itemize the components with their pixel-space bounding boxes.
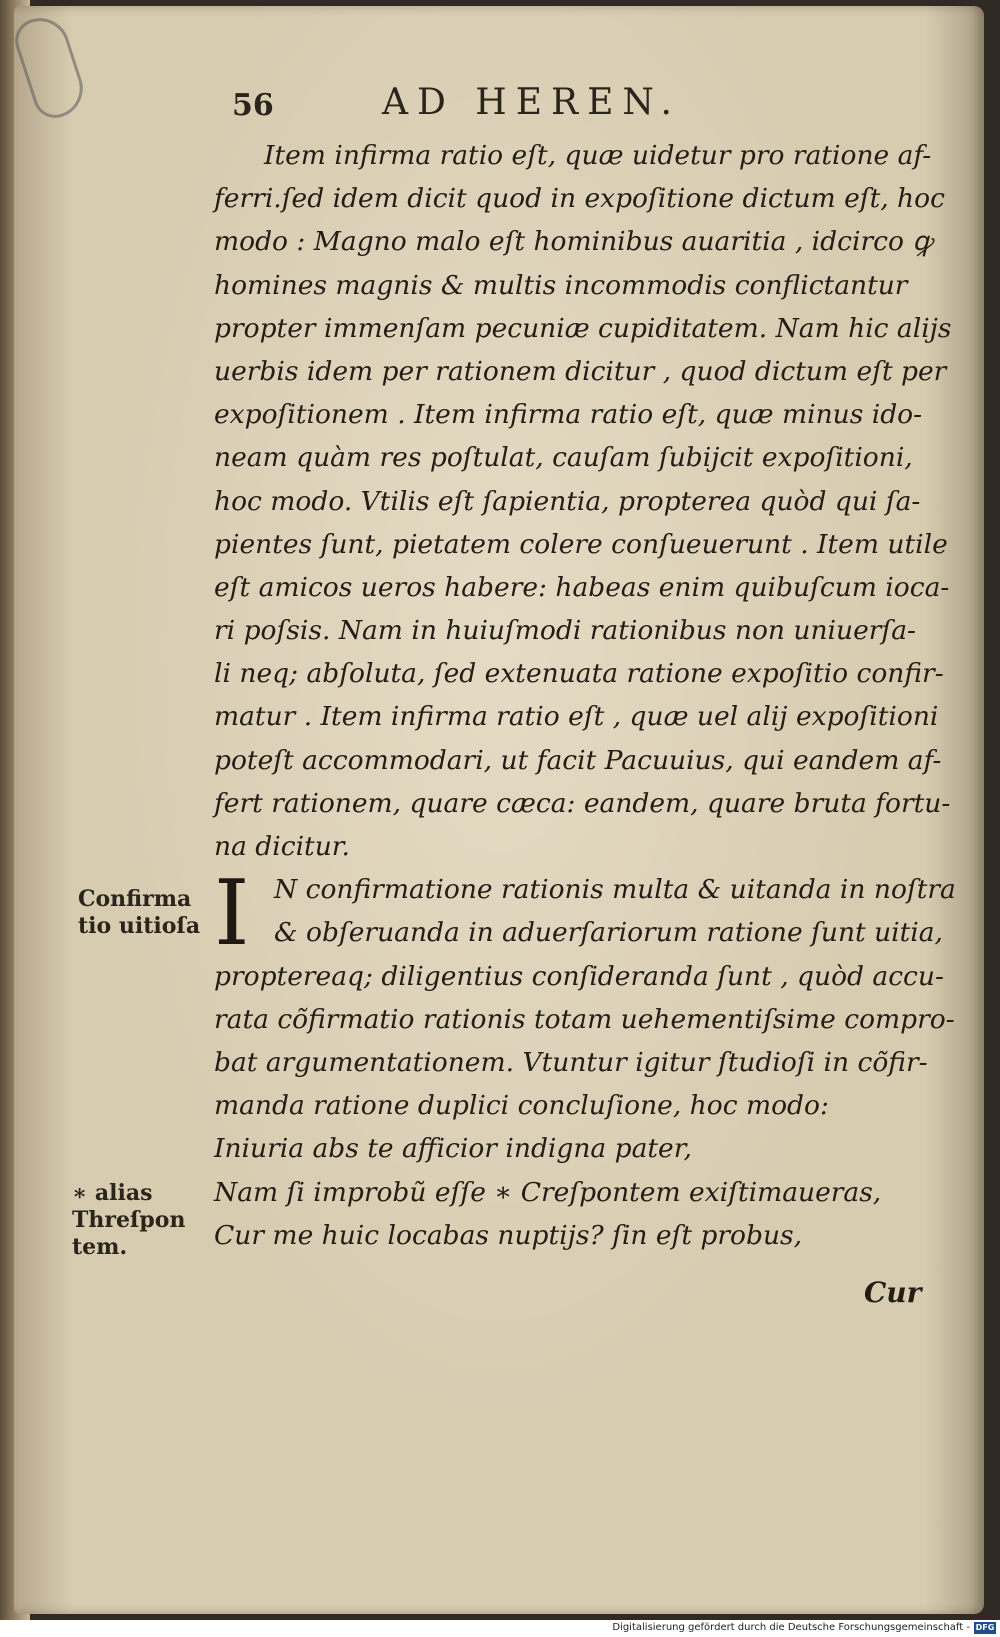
main-text: [214, 134, 956, 1257]
text-line: & obſeruanda in aduerſariorum ratione ſunt uitia,: [274, 917, 943, 949]
text-line: ri poſsis. Nam in huiuſmodi rationibus non uniuerſa-: [214, 615, 916, 647]
text-line: bat argumentationem. Vtuntur igitur ſtudioſi in cõfir-: [214, 1046, 928, 1078]
margin-note-alias: [72, 1180, 185, 1261]
text-line: propter immenſam pecuniæ cupiditatem. Nam hic aliјs: [214, 312, 952, 344]
margin-note-confirmatio: [78, 886, 200, 940]
margin-note-line: ∗ alias: [72, 1180, 153, 1206]
text-line: fert rationem, quare cæca: eandem, quare bruta fortu-: [214, 787, 951, 819]
catchword: Cur: [864, 1276, 922, 1309]
drop-capital: I: [214, 861, 250, 967]
margin-note-line: tio uitioſa: [78, 913, 201, 939]
verse-line: Iniuria abs te afficior indigna pater,: [214, 1133, 692, 1165]
running-head: [232, 82, 752, 138]
text-line: hoc modo. Vtilis eſt ſapientia, propterea quòd qui ſa-: [214, 485, 921, 517]
text-line: manda ratione duplici concluſione, hoc modo:: [214, 1090, 829, 1122]
confirmatio-section: [214, 861, 956, 1257]
verse-line: Cur me huic locabas nuptijs? ſin eſt probus,: [214, 1219, 803, 1251]
paper-clip-icon: [10, 10, 91, 123]
text-line: N confirmatione rationis multa & uitanda in noſtra: [274, 874, 956, 906]
text-line: eſt amicos ueros habere: habeas enim quibuſcum ioca-: [214, 571, 950, 603]
text-line: modo : Magno malo eſt hominibus auaritia , idcirco ꝙ: [214, 226, 933, 258]
text-line: homines magnis & multis incommodis conflictantur: [214, 269, 908, 301]
page-number: 56: [232, 88, 274, 123]
margin-note-line: Confirma: [78, 886, 192, 912]
verse-line: Nam ſi improbũ eſſe ∗ Creſpontem exiſtimaueras,: [214, 1176, 882, 1208]
text-line: Item infirma ratio eſt, quæ uidetur pro ratione af-: [264, 140, 932, 171]
text-line: expoſitionem . Item infirma ratio eſt, quæ minus ido-: [214, 399, 923, 431]
text-line: uerbis idem per rationem dicitur , quod dictum eſt per: [214, 355, 947, 387]
text-line: neam quàm res poſtulat, cauſam ſubijcit expoſitioni,: [214, 442, 913, 474]
dfg-logo-icon: DFG: [975, 1623, 995, 1632]
text-line: proptereaq; diligentius conſideranda ſunt , quòd accu-: [214, 960, 944, 992]
text-line: li neq; abſoluta, ſed extenuata ratione expoſitio confir-: [214, 658, 944, 690]
text-line: matur . Item infirma ratio eſt , quæ uel alij expoſitioni: [214, 701, 939, 733]
text-line: na dicitur.: [214, 831, 350, 862]
footer-bar: [0, 1620, 1000, 1637]
text-line: poteſt accommodari, ut facit Pacuuius, qui eandem af-: [214, 744, 942, 776]
footer-credit: Digitalisierung gefördert durch die Deutsche Forschungsgemeinschaft -: [612, 1622, 970, 1633]
text-line: pientes ſunt, pietatem colere conſueuerunt . Item utile: [214, 528, 948, 560]
text-line: rata cõfirmatio rationis totam uehementiſsime compro-: [214, 1003, 955, 1035]
running-head-title: AD HEREN.: [382, 82, 682, 123]
margin-note-line: tem.: [72, 1234, 128, 1260]
margin-note-line: Threſpon: [72, 1207, 186, 1233]
text-line: ferri.ſed idem dicit quod in expoſitione dictum eſt, hoc: [214, 183, 945, 215]
